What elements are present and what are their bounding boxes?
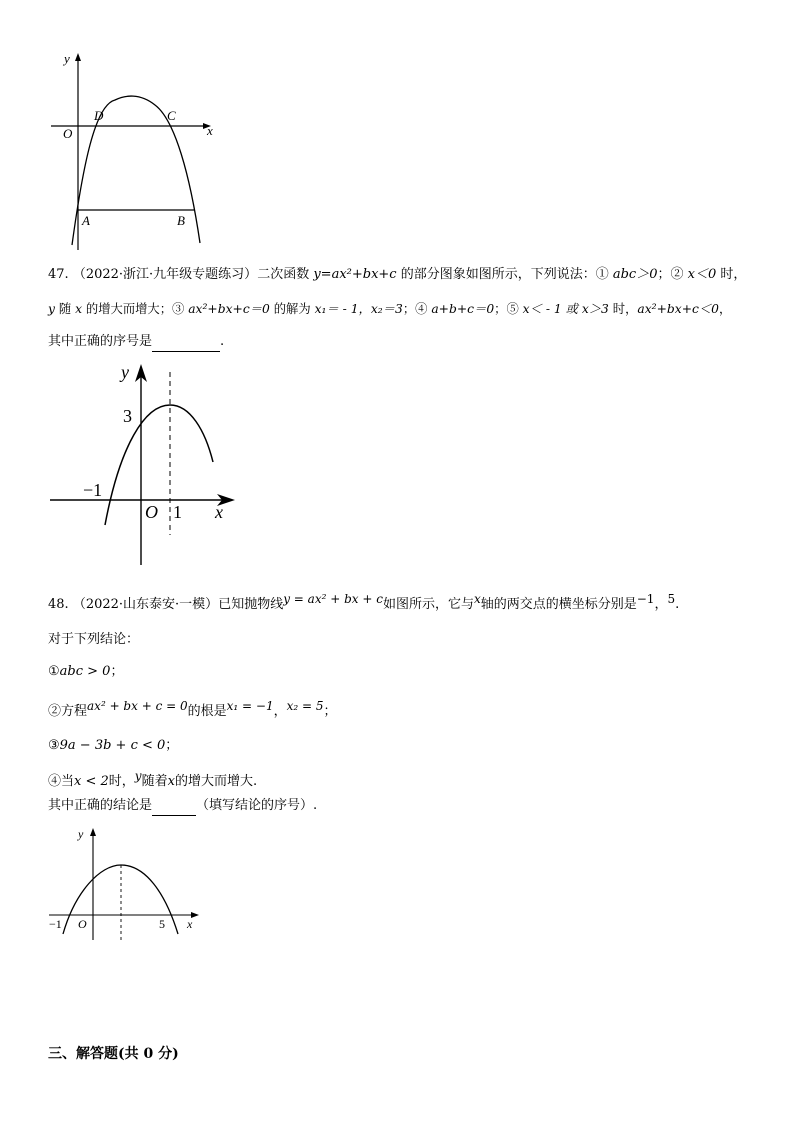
q48-root-b: 5 <box>667 592 676 606</box>
q48-conclusion-2: ②方程ax² + bx + c = 0的根是x₁ = −1，x₂ = 5； <box>48 699 337 719</box>
x-label: x <box>207 123 213 138</box>
q48-conclusion-4: ④当x < 2时，y随着x的增大而增大. <box>48 769 258 789</box>
q48-intro: 对于下列结论： <box>48 632 140 647</box>
y-label: y <box>78 827 84 841</box>
point-b-label: B <box>177 213 185 228</box>
q48-number: 48. <box>48 597 69 612</box>
tick-3-label: 3 <box>123 406 132 426</box>
q47-statement-4: a+b+c＝0 <box>431 302 495 316</box>
figure-3-parabola <box>45 822 205 947</box>
q48-answer-line: 其中正确的结论是 （填写结论的序号）. <box>48 797 317 816</box>
tick-1-label: 1 <box>173 502 182 522</box>
q48-conclusion-1: ①abc > 0； <box>48 664 124 679</box>
q47-source: （2022·浙江·九年级专题练习） <box>72 267 258 282</box>
point-a-label: A <box>82 213 90 228</box>
q47-line-3: 其中正确的序号是 . <box>48 333 224 352</box>
x-label: x <box>187 917 193 931</box>
tick-neg1-label: −1 <box>83 480 103 500</box>
q47-statement-1: abc＞0 <box>612 267 658 282</box>
q47-statement-2: x＜0 <box>687 267 717 282</box>
y-axis-arrow-icon <box>90 828 96 836</box>
tick-5-label: 5 <box>159 917 165 931</box>
q48-conclusion-3: ③9a − 3b + c < 0； <box>48 738 179 753</box>
point-c-label: C <box>167 108 176 123</box>
q47-number: 47. <box>48 267 69 282</box>
q48-parabola-expr: y = ax² + bx + c <box>283 592 383 606</box>
y-axis-arrow-icon <box>75 53 81 61</box>
figure-1-parabola <box>45 45 230 250</box>
point-d-label: D <box>94 108 104 123</box>
q48-root-a: −1 <box>636 592 655 606</box>
q47-statement-5: x＜ - 1 或 x＞3 <box>522 302 609 316</box>
parabola-curve-path <box>105 405 213 525</box>
q48-answer-blank[interactable] <box>152 797 196 816</box>
origin-label: O <box>63 126 73 141</box>
x-label: x <box>215 502 223 522</box>
origin-label: O <box>78 917 87 931</box>
q47-line-1: 47. （2022·浙江·九年级专题练习）二次函数 y=ax²+bx+c 的部分图象如图所示，下列说法：① abc＞0；② x＜0 时， <box>48 267 747 282</box>
q48-line-1: 48. （2022·山东泰安·一模）已知抛物线y = ax² + bx + c如图所示，它与x轴的两交点的横坐标分别是−1，5. <box>48 592 680 612</box>
q48-source: （2022·山东泰安·一模） <box>72 597 219 612</box>
section-3-title: 三、解答题(共 0 分) <box>48 1046 179 1062</box>
figure-2-parabola <box>45 360 240 570</box>
q47-answer-blank[interactable] <box>152 333 220 352</box>
q47-roots: x₁＝ - 1，x₂＝3 <box>314 302 403 316</box>
y-label: y <box>64 51 70 66</box>
tick-neg1-label: −1 <box>49 917 62 931</box>
q47-statement-3: ax²+bx+c＝0 <box>188 302 270 316</box>
q47-function: y=ax²+bx+c <box>313 267 397 282</box>
y-label: y <box>121 362 129 382</box>
q47-line-2: y 随 x 的增大而增大；③ ax²+bx+c＝0 的解为 x₁＝ - 1，x₂＝3；④ a+b+c＝0；⑤ x＜ - 1 或 x＞3 时，ax²+bx+c＜0， <box>48 302 732 316</box>
origin-label: O <box>145 502 158 522</box>
